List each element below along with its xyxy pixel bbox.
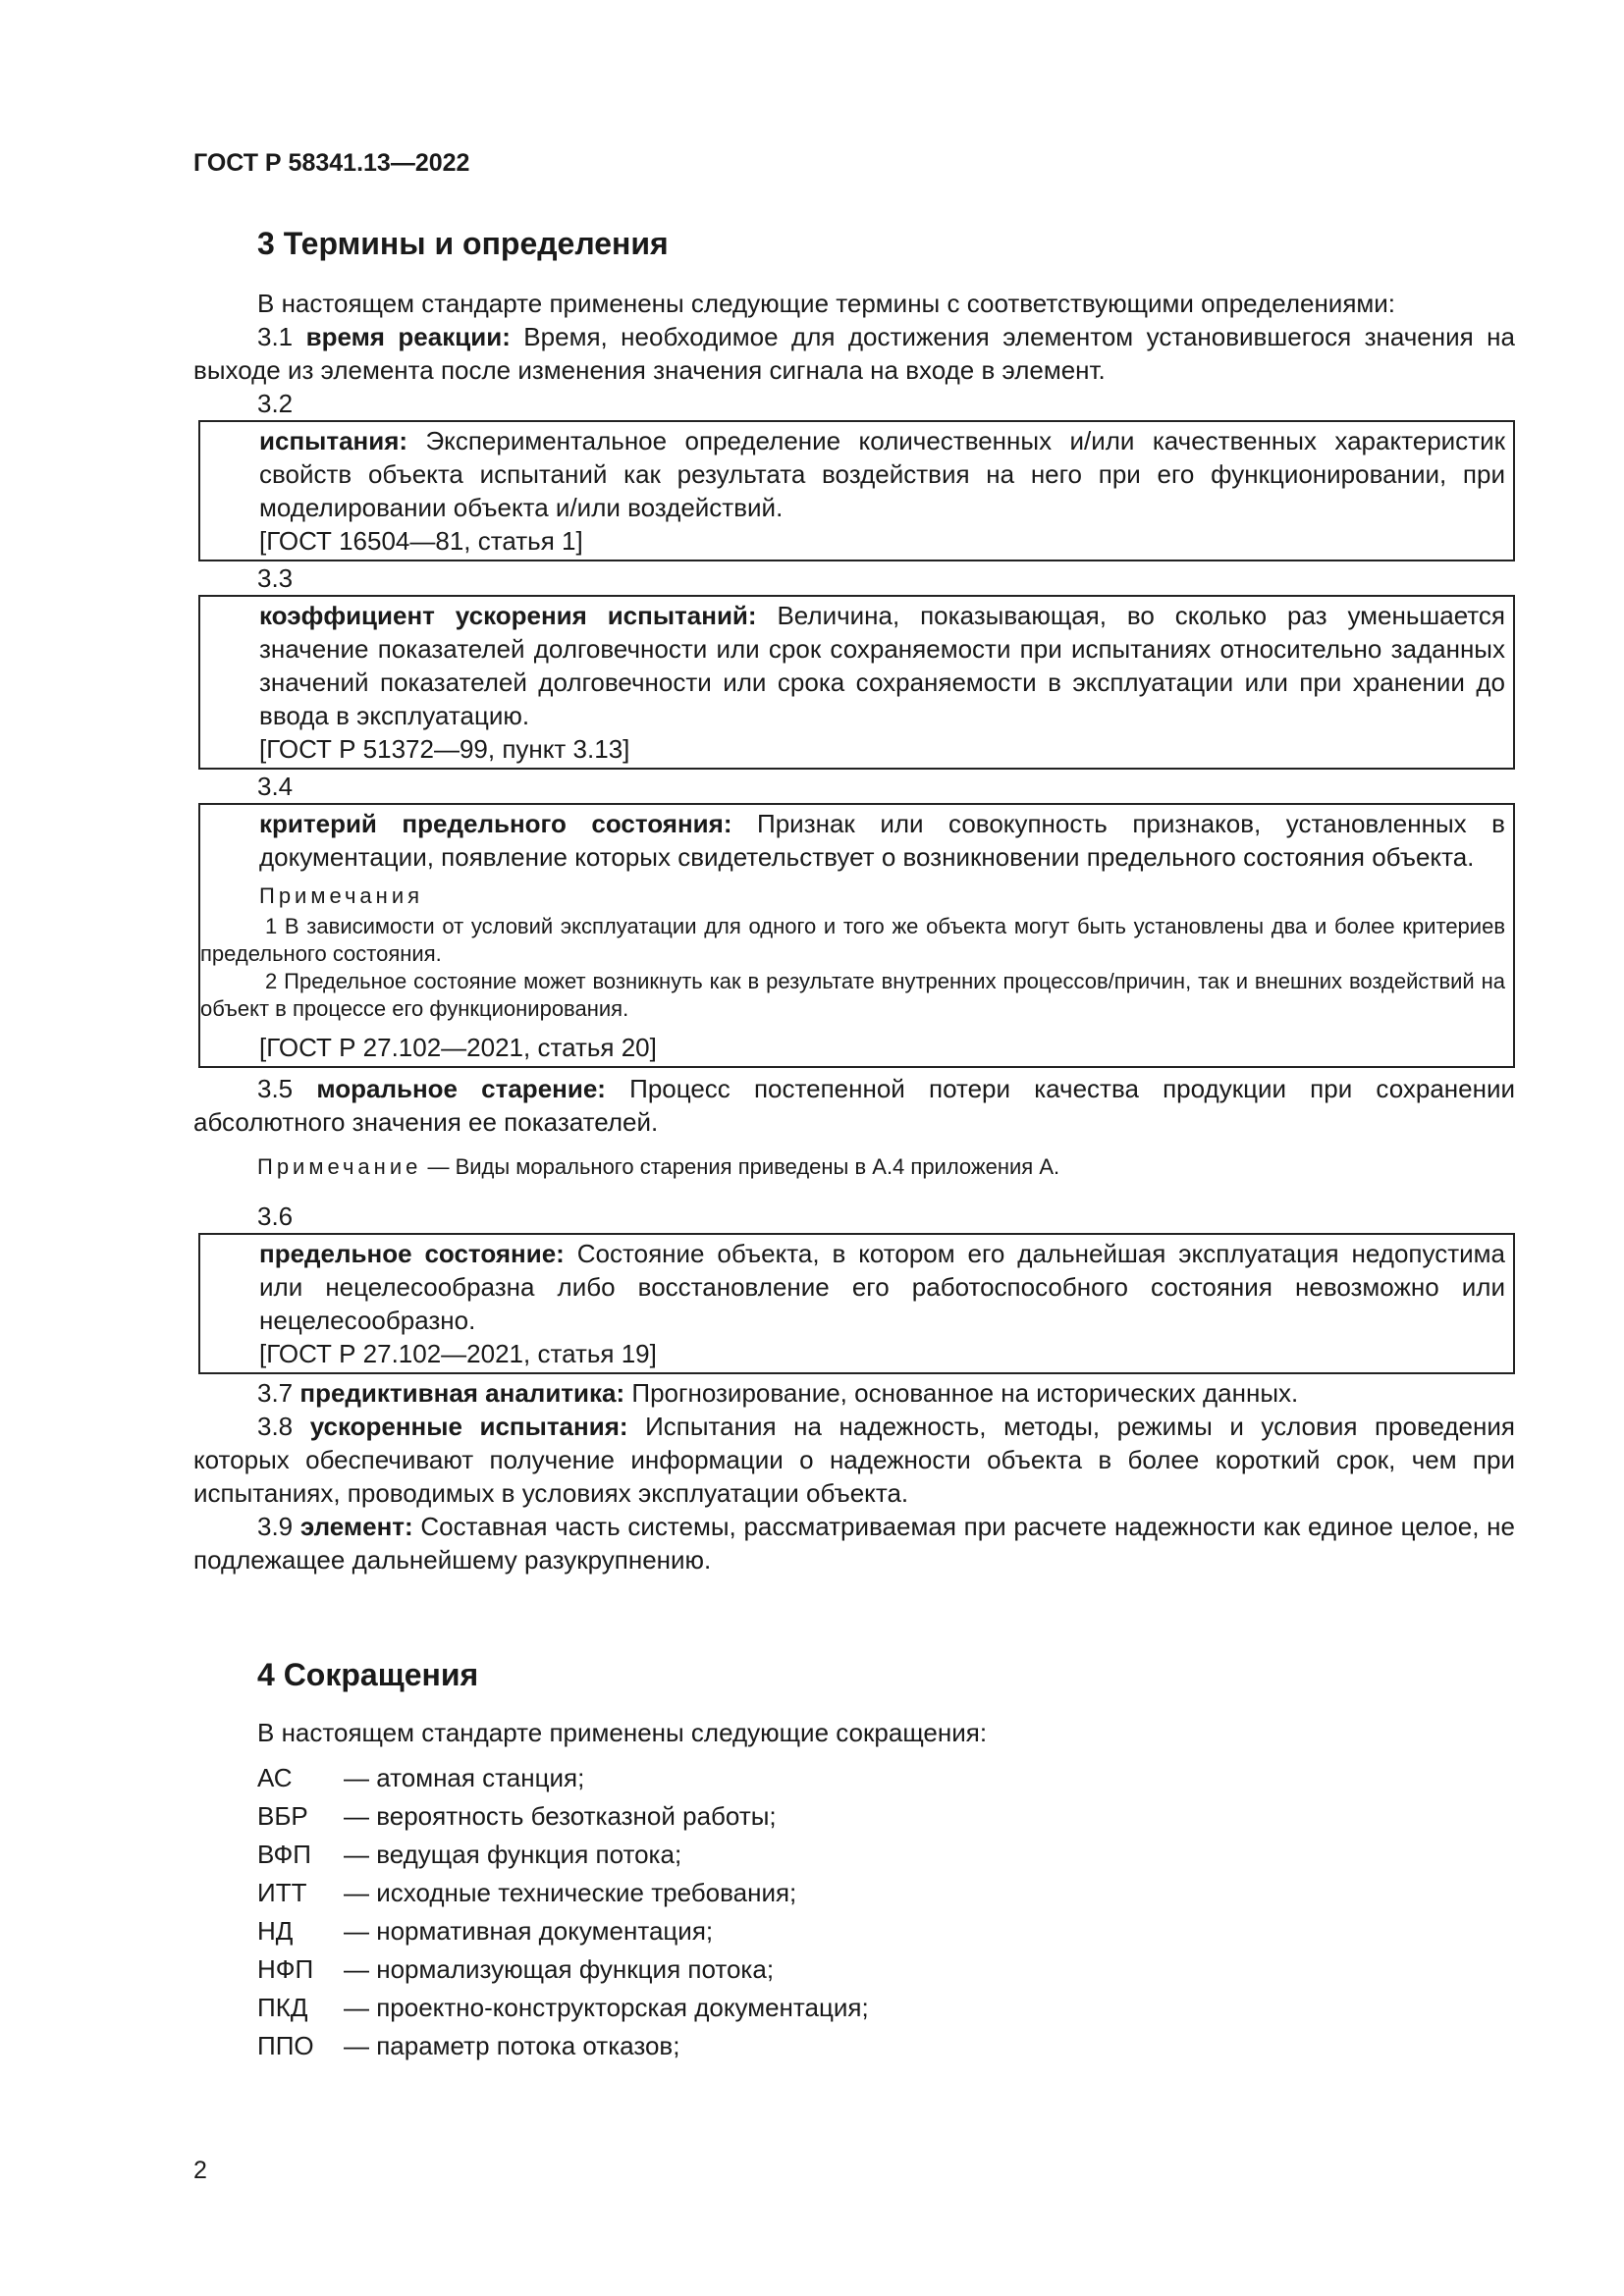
term-3-2: испытания: Экспериментальное определение количественных и/или качественных характеристик свойств объекта испытаний как результата воздействия на него при его функционировании, при моделировании объекта и/или воздействий.: [259, 426, 1505, 522]
term-3-4: критерий предельного состояния: Признак или совокупность признаков, установленных в документации, появление которых свидетельствует о возникновении предельного состояния объекта.: [259, 809, 1505, 872]
abbreviation-key: ИТТ: [257, 1878, 307, 1907]
term-3-6-number: 3.6: [257, 1201, 294, 1231]
abbreviation-key: НД: [257, 1916, 294, 1946]
abbreviation-value: — параметр потока отказов;: [344, 2031, 680, 2060]
abbreviation-key: ПКД: [257, 1993, 308, 2022]
term-3-1: 3.1 время реакции: Время, необходимое для достижения элементом установившегося значения на выходе из элемента после изменения значения сигнала на входе в элемент.: [193, 322, 1515, 385]
abbreviation-key: ВФП: [257, 1840, 311, 1869]
term-3-9: 3.9 элемент: Составная часть системы, рассматриваемая при расчете надежности как единое целое, не подлежащее дальнейшему разукрупнению.: [193, 1512, 1515, 1575]
abbreviation-value: — проектно-конструкторская документация;: [344, 1993, 869, 2022]
list-item: [257, 1950, 869, 1989]
section-4-intro-wrap: [193, 1716, 1515, 1749]
abbreviation-value: — атомная станция;: [344, 1763, 585, 1792]
list-item: [257, 1797, 869, 1836]
term-3-2-name: испытания:: [259, 426, 408, 455]
abbreviation-value: — нормативная документация;: [344, 1916, 714, 1946]
abbreviation-value: — исходные технические требования;: [344, 1878, 797, 1907]
list-item: [257, 1874, 869, 1912]
term-3-8-name: ускоренные испытания:: [309, 1412, 628, 1441]
abbreviation-value: — ведущая функция потока;: [344, 1840, 682, 1869]
term-3-6-box: [198, 1233, 1515, 1374]
term-3-7-name: предиктивная аналитика:: [299, 1378, 625, 1408]
note-label: Примечание: [257, 1154, 422, 1179]
note-1: 1 В зависимости от условий эксплуатации для одного и того же объекта могут быть установлены два и более критериев предельного состояния.: [200, 914, 1505, 966]
document-code: ГОСТ Р 58341.13—2022: [193, 149, 470, 177]
abbreviation-value: — нормализующая функция потока;: [344, 1954, 775, 1984]
abbreviation-key: ВБР: [257, 1801, 308, 1831]
term-3-2-box: [198, 420, 1515, 561]
term-3-1-name: время реакции:: [305, 322, 511, 351]
term-3-5-name: моральное старение:: [316, 1074, 606, 1103]
term-3-7: 3.7 предиктивная аналитика: Прогнозирование, основанное на исторических данных.: [257, 1378, 1299, 1408]
term-3-3-name: коэффициент ускорения испытаний:: [259, 601, 757, 630]
notes-label: Примечания: [259, 883, 424, 908]
section-4-title: 4 Сокращения: [257, 1657, 479, 1692]
section-3-body: [193, 287, 1515, 1576]
page-number: 2: [193, 2157, 207, 2184]
list-item: [257, 2027, 869, 2065]
term-3-2-number: 3.2: [257, 389, 294, 418]
section-4-intro: В настоящем стандарте применены следующие сокращения:: [257, 1718, 988, 1747]
term-3-4-box: [198, 803, 1515, 1068]
term-3-3-reference: [ГОСТ Р 51372—99, пункт 3.13]: [259, 734, 630, 764]
abbreviations-list: [257, 1759, 869, 2065]
term-3-6: предельное состояние: Состояние объекта, в котором его дальнейшая эксплуатация недопустима или нецелесообразна либо восстановление его работоспособного состояния невозможно или нецелесообразно.: [259, 1239, 1505, 1335]
list-item: [257, 1989, 869, 2027]
term-3-8: 3.8 ускоренные испытания: Испытания на надежность, методы, режимы и условия проведения которых обеспечивают получение информации о надежности объекта в более короткий срок, чем при испытаниях, проводимых в условиях эксплуатации объекта.: [193, 1412, 1515, 1508]
section-3-title: 3 Термины и определения: [257, 226, 669, 261]
section-3-intro: В настоящем стандарте применены следующие термины с соответствующими определениями:: [257, 289, 1396, 318]
list-item: [257, 1836, 869, 1874]
term-3-6-reference: [ГОСТ Р 27.102—2021, статья 19]: [259, 1339, 657, 1368]
abbreviation-key: АС: [257, 1763, 293, 1792]
term-3-3-number: 3.3: [257, 563, 294, 593]
abbreviation-key: ППО: [257, 2031, 314, 2060]
abbreviation-key: НФП: [257, 1954, 314, 1984]
term-3-6-name: предельное состояние:: [259, 1239, 565, 1268]
term-3-9-name: элемент:: [299, 1512, 413, 1541]
term-3-5: 3.5 моральное старение: Процесс постепенной потери качества продукции при сохранении абсолютного значения ее показателей.: [193, 1074, 1516, 1137]
term-3-4-reference: [ГОСТ Р 27.102—2021, статья 20]: [259, 1033, 657, 1062]
abbreviation-value: — вероятность безотказной работы;: [344, 1801, 777, 1831]
term-3-3: коэффициент ускорения испытаний: Величина, показывающая, во сколько раз уменьшается значение показателей долговечности или срок сохраняемости при испытаниях относительно заданных значений показателей долговечности или срока сохраняемости в эксплуатации или при хранении до ввода в эксплуатацию.: [259, 601, 1505, 730]
term-3-2-reference: [ГОСТ 16504—81, статья 1]: [259, 526, 583, 556]
note-2: 2 Предельное состояние может возникнуть как в результате внутренних процессов/причин, так и внешних воздействий на объект в процессе его функционирования.: [200, 969, 1505, 1021]
list-item: [257, 1759, 869, 1797]
list-item: [257, 1912, 869, 1950]
term-3-4-name: критерий предельного состояния:: [259, 809, 732, 838]
term-3-4-number: 3.4: [257, 772, 294, 801]
term-3-5-note: Примечание — Виды морального старения приведены в А.4 приложения А.: [257, 1154, 1060, 1179]
term-3-3-box: [198, 595, 1515, 770]
